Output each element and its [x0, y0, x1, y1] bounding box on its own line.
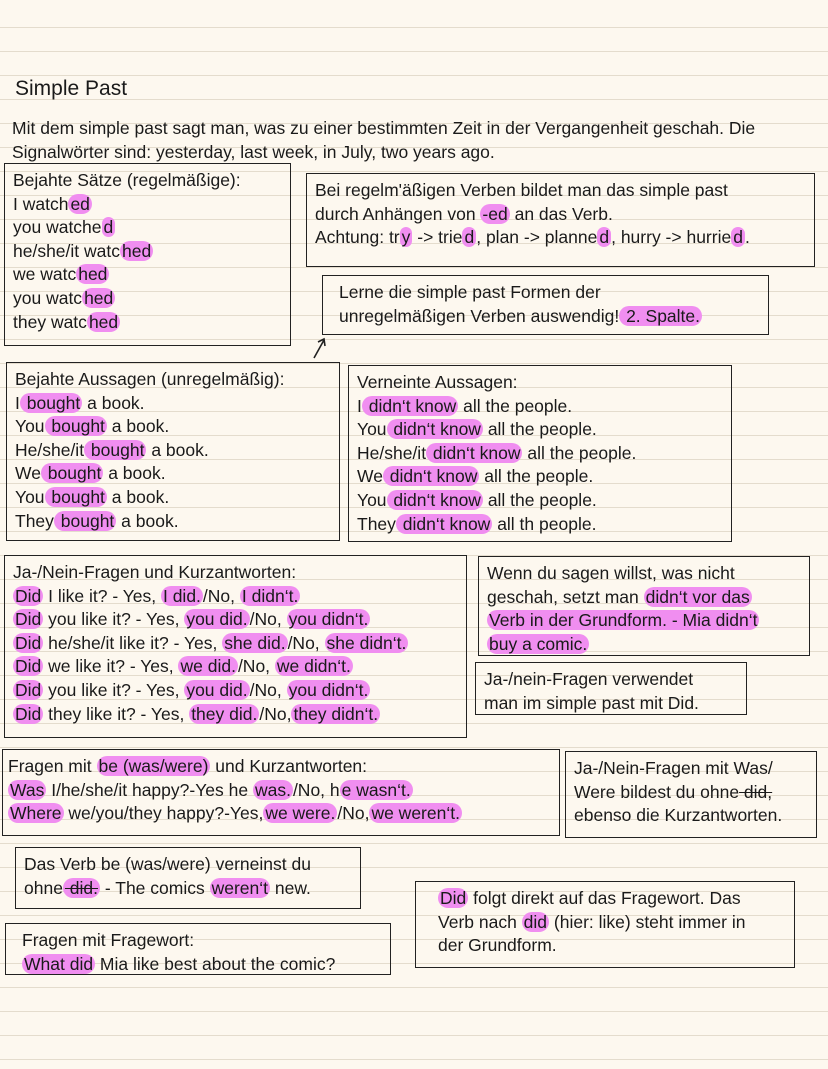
learn-irregular-box [322, 275, 769, 335]
list-item: they watc hed [13, 311, 119, 332]
box-heading: Bejahte Aussagen (unregelmäßig): [15, 369, 285, 389]
did-word-order-box [415, 881, 795, 968]
list-item: Did I like it? - Yes, I did. /No, I didn‘t. [15, 585, 299, 606]
list-item: we watc hed [13, 264, 108, 285]
rule-line: man im simple past mit Did. [484, 692, 699, 713]
learn-line: unregelmäßigen Verben auswendig! 2. Spalte. [339, 305, 701, 326]
list-item: Did they like it? - Yes, they did. /No, they didn‘t. [15, 703, 379, 724]
rule-line: Did folgt direkt auf das Fragewort. Das [440, 888, 741, 908]
list-item: Did you like it? - Yes, you did. /No, you didn‘t. [15, 609, 369, 630]
list-item: You bought a book. [15, 486, 170, 507]
rule-line: Were bildest du ohne did, [574, 781, 773, 802]
rule-line: Ja-/nein-Fragen verwendet [484, 669, 694, 689]
box-heading: Fragen mit be (was/were) und Kurzantworten: [8, 756, 368, 776]
list-item: I watch ed [13, 193, 90, 214]
list-item: I didn‘t know all the people. [357, 395, 573, 416]
be-questions-box [2, 749, 560, 836]
irregular-verbs-box [6, 362, 340, 541]
box-heading: Bejahte Sätze (regelmäßige): [13, 170, 241, 190]
be-negation-box [15, 847, 361, 909]
yes-no-questions-box [4, 555, 467, 738]
list-item: Did you like it? - Yes, you did. /No, you didn‘t. [15, 679, 369, 700]
rule-line: ohne did. - The comics weren‘t new. [24, 877, 311, 898]
rule-line: Achtung: tr y -> trie d , plan -> planne d , hurry -> hurrie d . [315, 227, 750, 248]
list-item: Did we like it? - Yes, we did. /No, we didn‘t. [15, 656, 351, 677]
rule-line: durch Anhängen von -ed an das Verb. [315, 203, 613, 224]
rule-line: der Grundform. [438, 935, 557, 956]
list-item: You bought a book. [15, 416, 170, 437]
negative-statements-box [348, 365, 732, 542]
list-item: Was I/he/she/it happy?-Yes he was. /No, h e wasn‘t. [10, 779, 411, 800]
ed-rule-box [306, 173, 815, 267]
wh-questions-box [5, 923, 391, 975]
learn-line: Lerne die simple past Formen der [339, 282, 601, 302]
rule-line: Verb nach did (hier: like) steht immer in [438, 911, 746, 932]
list-item: Did he/she/it like it? - Yes, she did. /No, she didn‘t. [15, 632, 407, 653]
list-item: He/she/it bought a book. [15, 439, 209, 460]
list-item: You didn‘t know all the people. [357, 419, 597, 440]
box-heading: Ja-/Nein-Fragen und Kurzantworten: [13, 562, 297, 582]
list-item: I bought a book. [15, 392, 145, 413]
list-item: What did Mia like best about the comic? [24, 953, 336, 974]
list-item: Where we/you/they happy?-Yes, we were. /No, we weren‘t. [10, 803, 460, 824]
did-questions-rule-box [475, 662, 747, 715]
list-item: You didn‘t know all the people. [357, 489, 597, 510]
page-title: Simple Past [15, 77, 128, 100]
list-item: They didn‘t know all th people. [357, 513, 597, 534]
was-were-rule-box [565, 751, 817, 838]
rule-line: Ja-/Nein-Fragen mit Was/ [574, 758, 773, 778]
rule-line: buy a comic. [489, 633, 588, 654]
list-item: you watche d [13, 217, 114, 238]
box-heading: Fragen mit Fragewort: [22, 930, 195, 950]
regular-verbs-box [4, 163, 291, 346]
arrow-icon [312, 336, 328, 360]
box-heading: Verneinte Aussagen: [357, 372, 518, 392]
rule-line: Bei regelm'äßigen Verben bildet man das simple past [315, 180, 728, 200]
list-item: They bought a book. [15, 510, 179, 531]
list-item: he/she/it watc hed [13, 240, 152, 261]
rule-line: geschah, setzt man didn‘t vor das [487, 586, 750, 607]
rule-line: Das Verb be (was/were) verneinst du [24, 854, 311, 874]
rule-line: Wenn du sagen willst, was nicht [487, 563, 735, 583]
rule-line: Verb in der Grundform. - Mia didn‘t [489, 610, 758, 631]
list-item: you watc hed [13, 287, 114, 308]
list-item: He/she/it didn‘t know all the people. [357, 442, 637, 463]
intro-text: Mit dem simple past sagt man, was zu einer bestimmten Zeit in der Vergangenheit geschah. Die Signalwörter sind: yesterday, last week, in July, two years ago. [12, 118, 756, 162]
rule-line: ebenso die Kurzantworten. [574, 805, 783, 826]
list-item: We didn‘t know all the people. [357, 466, 594, 487]
negation-rule-box [478, 556, 810, 656]
list-item: We bought a book. [15, 463, 166, 484]
